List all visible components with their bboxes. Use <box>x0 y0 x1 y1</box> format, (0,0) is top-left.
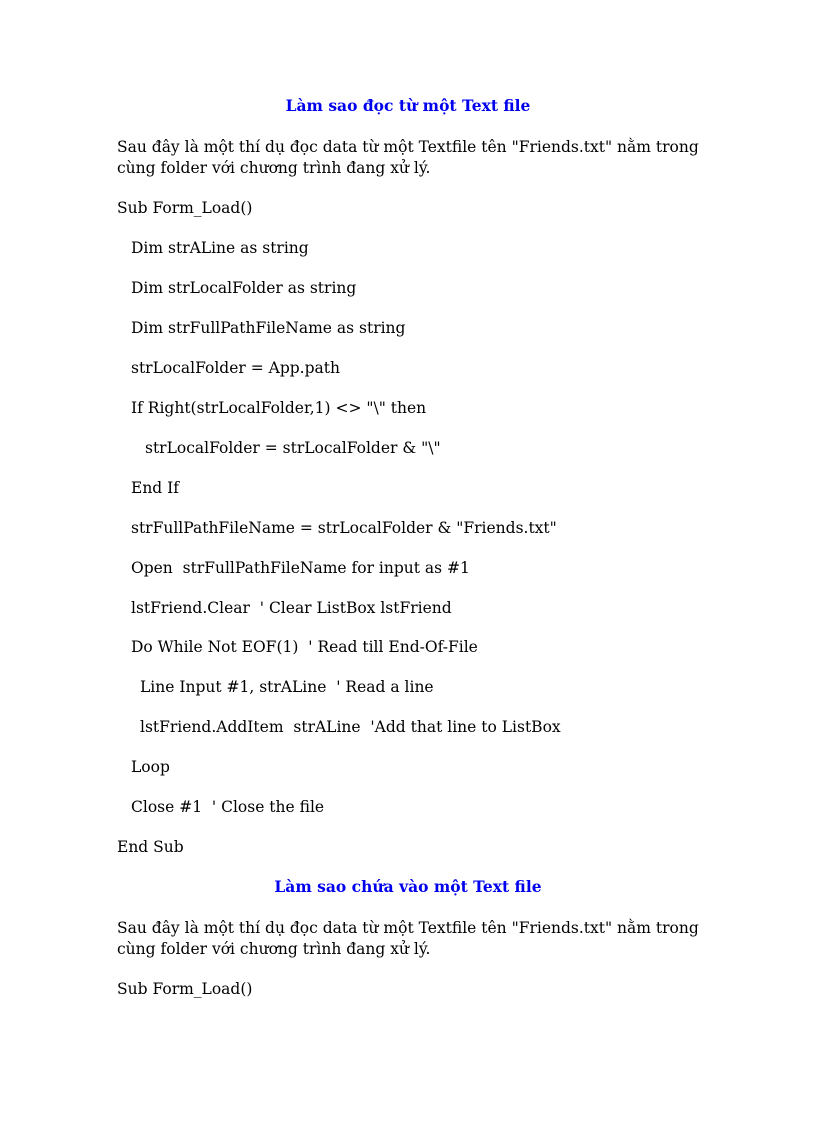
code-line: strFullPathFileName = strLocalFolder & "Friends.txt" <box>131 519 557 537</box>
section-intro-line: cùng folder với chương trình đang xử lý. <box>117 940 431 958</box>
section-heading-read-text-file: Làm sao đọc từ một Text file <box>285 96 531 115</box>
code-line: Dim strFullPathFileName as string <box>131 319 406 337</box>
code-line: Sub Form_Load() <box>117 199 253 217</box>
code-line: End Sub <box>117 838 184 856</box>
code-line: If Right(strLocalFolder,1) <> "\" then <box>131 399 427 417</box>
code-line: strLocalFolder = App.path <box>131 359 340 377</box>
section-intro-line: cùng folder với chương trình đang xử lý. <box>117 159 431 177</box>
code-line: Line Input #1, strALine ' Read a line <box>140 678 434 696</box>
code-line: Dim strALine as string <box>131 239 309 257</box>
code-line: lstFriend.AddItem strALine 'Add that line to ListBox <box>140 718 561 736</box>
code-line: Do While Not EOF(1) ' Read till End-Of-File <box>131 638 478 656</box>
code-line: Dim strLocalFolder as string <box>131 279 357 297</box>
section-intro-line: Sau đây là một thí dụ đọc data từ một Textfile tên "Friends.txt" nằm trong <box>117 919 699 937</box>
code-line: Loop <box>131 758 170 776</box>
section-heading-write-text-file: Làm sao chứa vào một Text file <box>274 877 542 896</box>
code-line: strLocalFolder = strLocalFolder & "\" <box>145 439 441 457</box>
code-line: lstFriend.Clear ' Clear ListBox lstFriend <box>131 599 452 617</box>
code-line: End If <box>131 479 180 497</box>
code-line: Close #1 ' Close the file <box>131 798 325 816</box>
section-intro-line: Sau đây là một thí dụ đọc data từ một Textfile tên "Friends.txt" nằm trong <box>117 138 699 156</box>
code-line: Sub Form_Load() <box>117 980 253 998</box>
code-line: Open strFullPathFileName for input as #1 <box>131 559 470 577</box>
